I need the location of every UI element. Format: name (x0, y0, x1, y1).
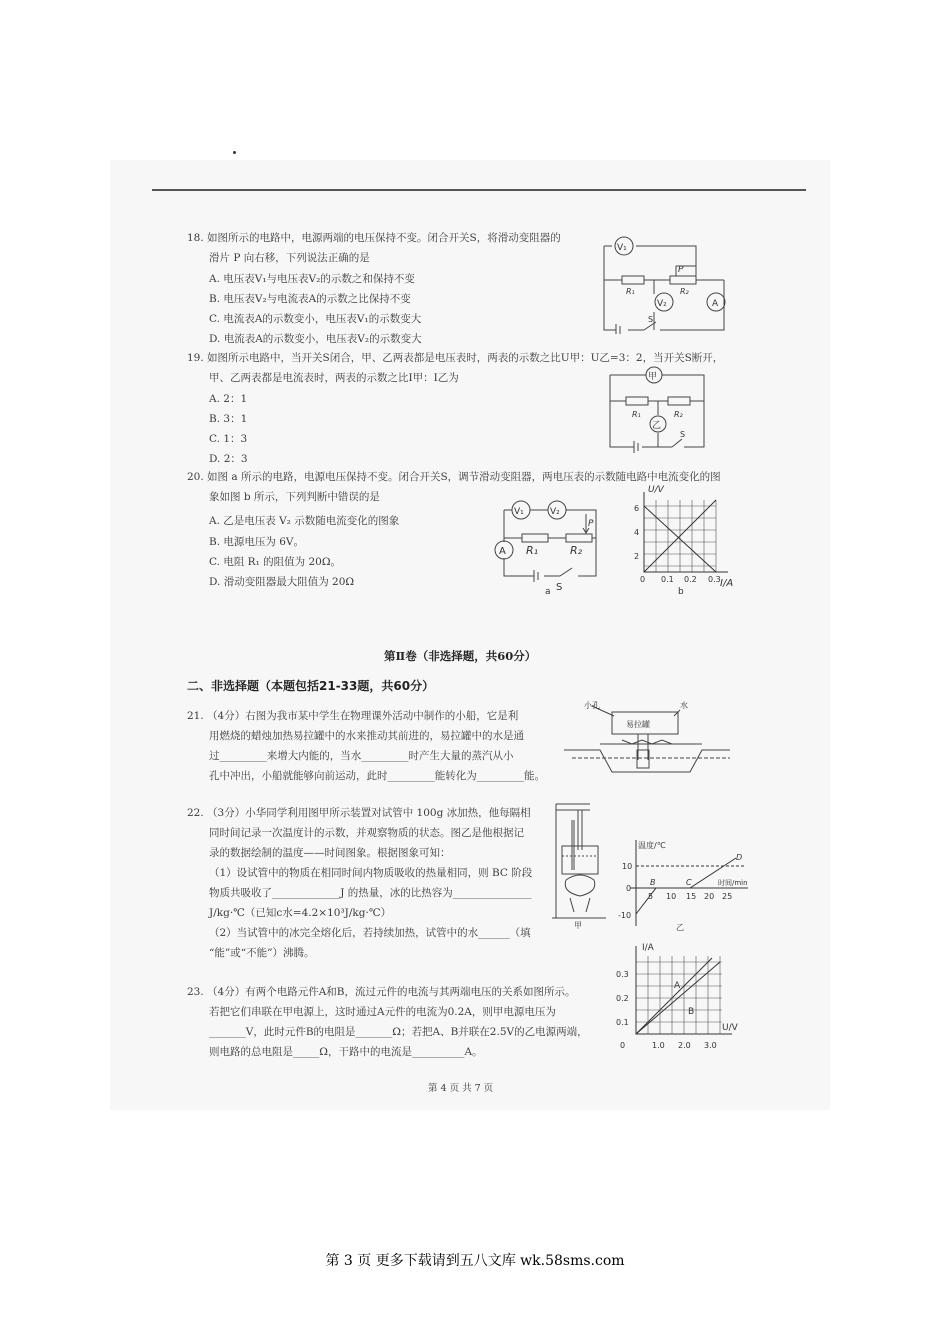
q19-meter-jia: 甲 (648, 372, 658, 382)
q23-series-a: A (674, 981, 681, 991)
q18-option-c: C. 电流表A的示数变小，电压表V₁的示数变大 (209, 313, 422, 325)
q19-switch-label: S (680, 430, 686, 439)
q21-water-label: 水 (680, 701, 688, 710)
q21-line-4: 孔中冲出，小船就能够向前运动，此时_________能转化为_________能。 (209, 770, 545, 782)
q22-yi-ylabel: 温度/℃ (638, 841, 666, 850)
q22-yi-ytick-neg10: -10 (618, 911, 632, 920)
q20a-v1-label: V₁ (514, 507, 524, 517)
part2-title: 第Ⅱ卷（非选择题，共60分） (384, 649, 537, 663)
q18-r2-label: R₂ (680, 287, 689, 296)
q20b-ylabel: U/V (648, 485, 664, 495)
q20a-v2-label: V₂ (550, 507, 560, 517)
q22-yi-xtick-20: 20 (704, 892, 715, 901)
q20a-ammeter-label: A (499, 546, 506, 557)
q20-circuit-a (490, 496, 610, 596)
q22-yi-caption: 乙 (676, 923, 684, 932)
q19-option-a: A. 2：1 (209, 393, 248, 405)
q22-line-8: “能”或“不能”）沸腾。 (209, 947, 315, 959)
q20-option-c: C. 电阻 R₁ 的阻值为 20Ω。 (209, 556, 342, 568)
q20b-ytick-6: 6 (634, 504, 640, 513)
q20b-xtick-0: 0 (640, 575, 646, 584)
q23-line-4: 则电路的总电阻是_____Ω，干路中的电流是__________A。 (209, 1046, 483, 1058)
q18-r1-label: R₁ (626, 287, 635, 296)
q21-hole-label: 小孔 (584, 701, 600, 710)
q20b-ytick-4: 4 (634, 528, 640, 537)
q19-stem-1: 19. 如图所示电路中，当开关S闭合，甲、乙两表都是电压表时，两表的示数之比U甲：U乙=3：2，当开关S断开， (187, 352, 724, 364)
q18-option-a: A. 电压表V₁与电压表V₂的示数之和保持不变 (209, 273, 415, 285)
q22-yi-xtick-10: 10 (666, 892, 677, 901)
q22-line-2: 同时间记录一次温度计的示数，并观察物质的状态。图乙是他根据记 (209, 827, 524, 839)
q23-ylabel: I/A (642, 943, 654, 953)
q20b-xtick-02: 0.2 (684, 575, 697, 584)
top-rule (152, 189, 806, 191)
speck (233, 151, 236, 154)
q20a-switch-label: S (556, 582, 563, 593)
q23-xtick-0: 0 (620, 1041, 626, 1050)
q23-ytick-01: 0.1 (616, 1018, 629, 1027)
q19-meter-yi: 乙 (652, 421, 662, 431)
q19-option-d: D. 2：3 (209, 453, 248, 465)
q20-option-a: A. 乙是电压表 V₂ 示数随电流变化的图象 (209, 515, 400, 527)
page-number: 第 4 页 共 7 页 (428, 1083, 494, 1094)
q19-option-c: C. 1：3 (209, 433, 248, 445)
q20a-caption: a (545, 587, 551, 596)
part2-heading: 二、非选择题（本题包括21-33题，共60分） (187, 679, 435, 693)
q18-stem-2: 滑片 P 向右移，下列说法正确的是 (209, 252, 370, 264)
q20b-caption: b (678, 587, 684, 596)
q20-stem-2: 象如图 b 所示，下列判断中错误的是 (209, 491, 380, 503)
q18-circuit-diagram (598, 232, 734, 334)
q22-apparatus-jia (548, 800, 610, 930)
q20-option-b: B. 电源电压为 6V。 (209, 536, 304, 548)
q22-yi-point-d: D (736, 853, 743, 862)
q23-xlabel: U/V (722, 1023, 738, 1033)
q21-line-2: 用燃烧的蜡烛加热易拉罐中的水来推动其前进的，易拉罐中的水是通 (209, 730, 524, 742)
q22-yi-ytick-10: 10 (622, 862, 633, 871)
q18-v1-label: V₁ (617, 243, 627, 253)
q23-series-b: B (688, 1007, 695, 1017)
q19-r2-label: R₂ (674, 410, 683, 419)
footer-download-note: 第 3 页 更多下载请到五八文库 wk.58sms.com (325, 1253, 625, 1269)
q18-v2-label: V₂ (657, 299, 667, 309)
q20a-r2-label: R₂ (570, 544, 583, 557)
q22-yi-xtick-25: 25 (722, 892, 733, 901)
q23-iu-graph (612, 940, 740, 1056)
q18-option-d: D. 电流表A的示数变小，电压表V₂的示数变大 (209, 333, 422, 345)
q23-ytick-02: 0.2 (616, 994, 629, 1003)
q22-yi-xtick-5: 5 (648, 892, 654, 901)
q19-circuit-diagram (604, 363, 712, 455)
q19-stem-2: 甲、乙两表都是电流表时，两表的示数之比I甲：I乙为 (209, 372, 459, 384)
q22-graph-yi (614, 836, 754, 936)
q22-line-6: J/kg·℃（已知c水=4.2×10³J/kg·℃） (209, 907, 392, 919)
q20b-xlabel: I/A (720, 578, 734, 589)
q20a-r1-label: R₁ (526, 544, 539, 557)
q23-line-1: 23. （4分）有两个电路元件A和B，流过元件的电流与其两端电压的关系如图所示。 (187, 986, 576, 998)
q21-line-3: 过_________来增大内能的，当水_________时产生大量的蒸汽从小 (209, 750, 514, 762)
q18-switch-label: S (648, 315, 654, 324)
q20-graph-b (628, 484, 740, 596)
q22-line-1: 22. （3分）小华同学利用图甲所示装置对试管中 100g 冰加热，他每隔相 (187, 807, 531, 819)
q21-can-label: 易拉罐 (626, 720, 650, 729)
q19-r1-label: R₁ (632, 410, 641, 419)
q21-line-1: 21. （4分）右图为我市某中学生在物理课外活动中制作的小船，它是利 (187, 710, 519, 722)
q20a-p-label: P (588, 519, 594, 529)
q22-yi-xlabel: 时间/min (718, 879, 748, 887)
q23-xtick-1: 1.0 (652, 1041, 665, 1050)
q18-stem-1: 18. 如图所示的电路中，电源两端的电压保持不变。闭合开关S，将滑动变阻器的 (187, 232, 561, 244)
q22-jia-caption: 甲 (574, 921, 582, 930)
q23-xtick-2: 2.0 (678, 1041, 691, 1050)
q22-line-5: 物质共吸收了_____________J 的热量，冰的比热容为_______________ (209, 887, 532, 899)
q21-boat-figure (562, 700, 732, 780)
q22-yi-xtick-15: 15 (686, 892, 697, 901)
q20-option-d: D. 滑动变阻器最大阻值为 20Ω (209, 576, 355, 588)
q18-p-label: P (678, 265, 684, 275)
q22-yi-ytick-0: 0 (626, 884, 632, 893)
q18-ammeter-label: A (712, 299, 719, 309)
q23-ytick-03: 0.3 (616, 970, 629, 979)
q20b-ytick-2: 2 (634, 552, 640, 561)
q23-line-3: _______V，此时元件B的电阻是_______Ω；若把A、B并联在2.5V的乙电源两端， (209, 1026, 588, 1038)
q19-option-b: B. 3：1 (209, 413, 248, 425)
q20b-xtick-03: 0.3 (708, 575, 721, 584)
q22-yi-point-c: C (686, 878, 692, 887)
q20b-xtick-01: 0.1 (661, 575, 674, 584)
q23-xtick-3: 3.0 (704, 1041, 717, 1050)
q22-yi-point-b: B (650, 878, 656, 887)
q23-line-2: 若把它们串联在甲电源上，这时通过A元件的电流为0.2A，则甲电源电压为 (209, 1006, 556, 1018)
q18-option-b: B. 电压表V₂与电流表A的示数之比保持不变 (209, 293, 411, 305)
q22-line-7: （2）当试管中的冰完全熔化后，若持续加热，试管中的水______（填 (209, 927, 531, 939)
q22-line-3: 录的数据绘制的温度——时间图象。根据图象可知： (209, 847, 451, 859)
q20-stem-1: 20. 如图 a 所示的电路，电源电压保持不变。闭合开关S，调节滑动变阻器，两电压表的示数随电路中电流变化的图 (187, 471, 721, 483)
q22-line-4: （1）设试管中的物质在相同时间内物质吸收的热量相同，则 BC 阶段 (209, 867, 533, 879)
